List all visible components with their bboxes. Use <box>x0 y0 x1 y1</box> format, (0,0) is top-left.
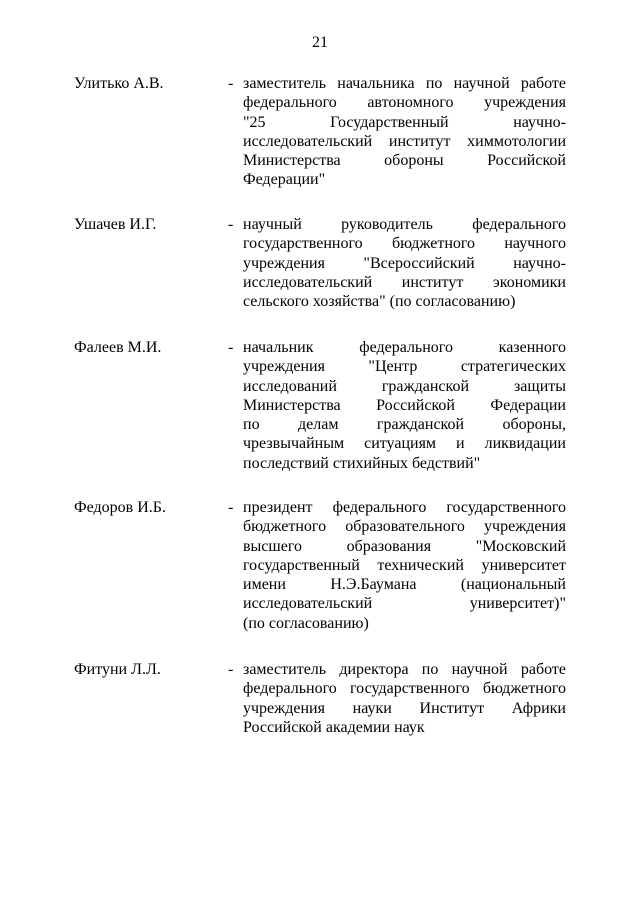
description-word: федерального <box>332 499 427 516</box>
description-word: государственного <box>243 235 363 253</box>
dash-separator: - <box>228 661 234 678</box>
description-word: образования <box>346 537 432 555</box>
description-word: высшего <box>243 537 302 555</box>
description-word: федерального <box>472 216 566 233</box>
description-word: (национальный <box>460 576 566 594</box>
description-line <box>243 679 566 698</box>
description-line <box>243 170 566 189</box>
description-word: исследовательский <box>243 132 373 150</box>
description-word: делам <box>298 416 339 434</box>
description-line <box>243 718 566 737</box>
description-word: заместитель <box>243 75 327 92</box>
description-word: Министерства <box>243 152 341 170</box>
description-word: научной <box>453 75 510 92</box>
description-word: институт <box>388 132 451 150</box>
description-word: исследовательский <box>243 273 373 291</box>
member-name: Фалеев М.И. <box>74 339 162 356</box>
member-name: Ушачев И.Г. <box>74 216 157 233</box>
description-word: научно- <box>513 113 566 131</box>
description-line <box>243 498 566 517</box>
description-word: Н.Э.Баумана <box>330 576 417 594</box>
member-position <box>243 74 566 190</box>
description-line <box>243 151 566 170</box>
description-word: государственный <box>243 556 360 574</box>
description-word: университет <box>481 556 566 574</box>
description-word: президент <box>243 499 313 516</box>
description-word: последствий стихийных бедствий" <box>243 454 481 472</box>
description-line <box>243 434 566 453</box>
description-word: экономики <box>492 273 566 291</box>
description-word: ликвидации <box>484 435 566 453</box>
description-line <box>243 377 566 396</box>
dash-separator: - <box>228 75 234 92</box>
description-word: директора <box>339 661 409 678</box>
description-word: обороны, <box>502 416 566 434</box>
member-position <box>243 215 566 311</box>
description-word: образовательного <box>345 518 465 536</box>
description-word: автономного <box>367 94 454 112</box>
description-word: по <box>243 416 260 434</box>
description-word: федерального <box>243 680 337 698</box>
description-word: учреждения <box>243 699 325 717</box>
description-line <box>243 454 566 473</box>
description-word: Российской академии наук <box>243 718 425 736</box>
description-line <box>243 556 566 575</box>
description-word: ситуациям <box>364 435 437 453</box>
description-word: исследований <box>243 377 337 395</box>
description-word: университет)" <box>469 595 566 613</box>
member-name: Фитуни Л.Л. <box>74 661 161 678</box>
description-word: и <box>456 435 465 453</box>
description-line <box>243 215 566 234</box>
page-number: 21 <box>312 34 328 51</box>
description-line <box>243 113 566 132</box>
description-word: "Всероссийский <box>363 254 475 272</box>
description-line <box>243 614 566 633</box>
description-word: (по согласованию) <box>243 614 369 632</box>
description-word: "25 <box>243 113 266 131</box>
description-word: бюджетного <box>482 680 566 698</box>
description-word: имени <box>243 576 286 594</box>
description-line <box>243 660 566 679</box>
description-word: научно- <box>513 254 566 272</box>
description-word: учреждения <box>243 358 325 376</box>
description-word: государственного <box>446 499 566 516</box>
description-word: Министерства <box>243 396 341 414</box>
description-word: федерального <box>243 94 337 112</box>
member-position <box>243 660 566 737</box>
description-word: работе <box>520 661 566 678</box>
member-name: Федоров И.Б. <box>74 499 166 516</box>
description-word: по <box>421 661 439 678</box>
description-line <box>243 273 566 292</box>
description-word: Институт <box>419 699 485 717</box>
member-position <box>243 338 566 473</box>
description-word: исследовательский <box>243 595 373 613</box>
description-word: по <box>425 75 443 92</box>
description-word: работе <box>520 75 566 92</box>
description-word: Российской <box>376 396 455 414</box>
description-word: гражданской <box>376 416 465 434</box>
description-word: федерального <box>359 339 453 356</box>
description-line <box>243 292 566 311</box>
description-line <box>243 132 566 151</box>
description-word: сельского хозяйства" (по согласованию) <box>243 293 516 311</box>
description-word: институт <box>401 273 464 291</box>
description-word: чрезвычайным <box>243 435 345 453</box>
description-word: бюджетного <box>391 235 476 253</box>
description-line <box>243 575 566 594</box>
description-word: "Московский <box>475 537 566 555</box>
description-word: учреждения <box>484 94 566 112</box>
description-word: учреждения <box>484 518 566 536</box>
description-line <box>243 517 566 536</box>
description-word: Российской <box>487 152 566 170</box>
description-line <box>243 234 566 253</box>
description-word: защиты <box>513 377 566 395</box>
description-word: учреждения <box>243 254 325 272</box>
description-word: гражданской <box>381 377 470 395</box>
description-line <box>243 699 566 718</box>
description-word: науки <box>352 699 392 717</box>
description-line <box>243 338 566 357</box>
description-word: стратегических <box>460 358 566 376</box>
dash-separator: - <box>228 339 234 356</box>
member-position <box>243 498 566 633</box>
description-line <box>243 357 566 376</box>
description-word: химмотологии <box>467 132 566 150</box>
description-word: "Центр <box>368 358 418 376</box>
description-line <box>243 594 566 613</box>
dash-separator: - <box>228 499 234 516</box>
description-word: обороны <box>384 152 444 170</box>
description-word: технический <box>377 556 464 574</box>
description-word: научного <box>504 235 566 253</box>
description-line <box>243 254 566 273</box>
member-name: Улитько А.В. <box>74 75 164 92</box>
description-line <box>243 74 566 93</box>
description-word: начальник <box>243 339 314 356</box>
description-line <box>243 537 566 556</box>
description-word: бюджетного <box>243 518 327 536</box>
description-word: научный <box>243 216 302 233</box>
description-word: Государственный <box>330 113 449 131</box>
description-word: Федерации <box>490 396 566 414</box>
description-line <box>243 396 566 415</box>
description-word: руководитель <box>341 216 433 233</box>
description-word: казенного <box>498 339 566 356</box>
description-word: Федерации" <box>243 171 326 189</box>
dash-separator: - <box>228 216 234 233</box>
description-line <box>243 93 566 112</box>
description-line <box>243 415 566 434</box>
description-word: государственного <box>350 680 470 698</box>
description-word: Африки <box>511 699 566 717</box>
description-word: начальника <box>337 75 415 92</box>
description-word: научной <box>451 661 508 678</box>
description-word: заместитель <box>243 661 327 678</box>
